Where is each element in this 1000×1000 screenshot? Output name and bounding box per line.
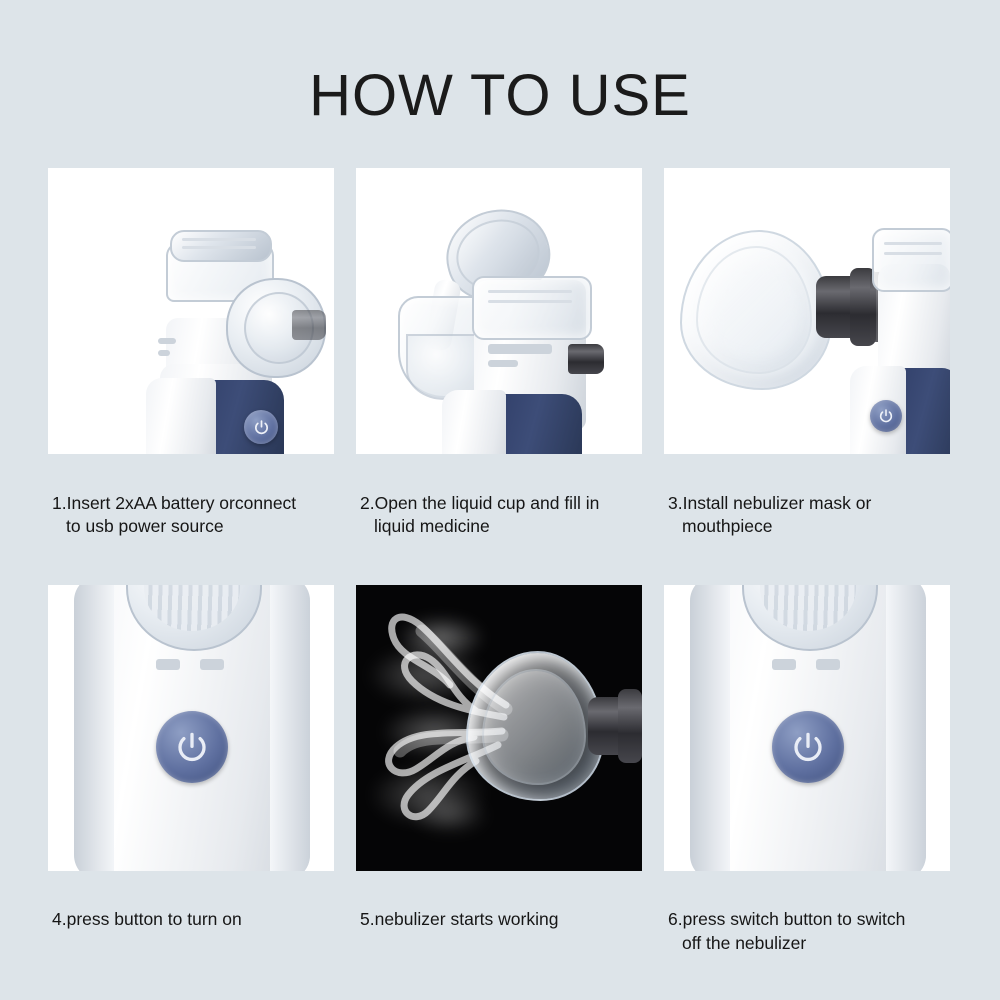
step-caption-4 — [48, 885, 334, 956]
step-image-3 — [664, 168, 950, 454]
step-caption-1-line1: 1.Insert 2xAA battery orconnect — [52, 492, 297, 513]
page-title: HOW TO USE — [309, 63, 691, 128]
step-caption-6 — [664, 885, 950, 980]
step-caption-6-line1: 6.press switch button to switch — [668, 909, 906, 930]
power-icon — [244, 410, 278, 444]
step-caption-2 — [356, 468, 642, 563]
step-image-6 — [664, 585, 950, 871]
step-caption-2-line2: liquid medicine — [374, 516, 490, 537]
step-card-1 — [48, 168, 334, 563]
step-card-5 — [356, 585, 642, 980]
step-image-2 — [356, 168, 642, 454]
step-image-1 — [48, 168, 334, 454]
power-icon — [156, 711, 228, 783]
step-card-2 — [356, 168, 642, 563]
step-caption-5-line1: 5.nebulizer starts working — [360, 909, 559, 930]
step-image-5 — [356, 585, 642, 871]
step-caption-1 — [48, 468, 334, 563]
step-caption-1-line2: to usb power source — [66, 516, 224, 537]
step-caption-3 — [664, 468, 950, 563]
step-caption-6-line2: off the nebulizer — [682, 932, 807, 953]
power-button[interactable] — [156, 711, 228, 783]
step-card-4 — [48, 585, 334, 980]
step-card-6 — [664, 585, 950, 980]
step-caption-5 — [356, 885, 642, 956]
step-caption-4-line1: 4.press button to turn on — [52, 909, 242, 930]
step-caption-3-line1: 3.Install nebulizer mask or — [668, 492, 872, 513]
steps-grid — [48, 168, 952, 979]
step-caption-3-line2: mouthpiece — [682, 516, 773, 537]
step-caption-2-line1: 2.Open the liquid cup and fill in — [360, 492, 600, 513]
step-image-4 — [48, 585, 334, 871]
step-card-3 — [664, 168, 950, 563]
power-icon — [870, 400, 902, 432]
power-icon — [772, 711, 844, 783]
power-button[interactable] — [772, 711, 844, 783]
